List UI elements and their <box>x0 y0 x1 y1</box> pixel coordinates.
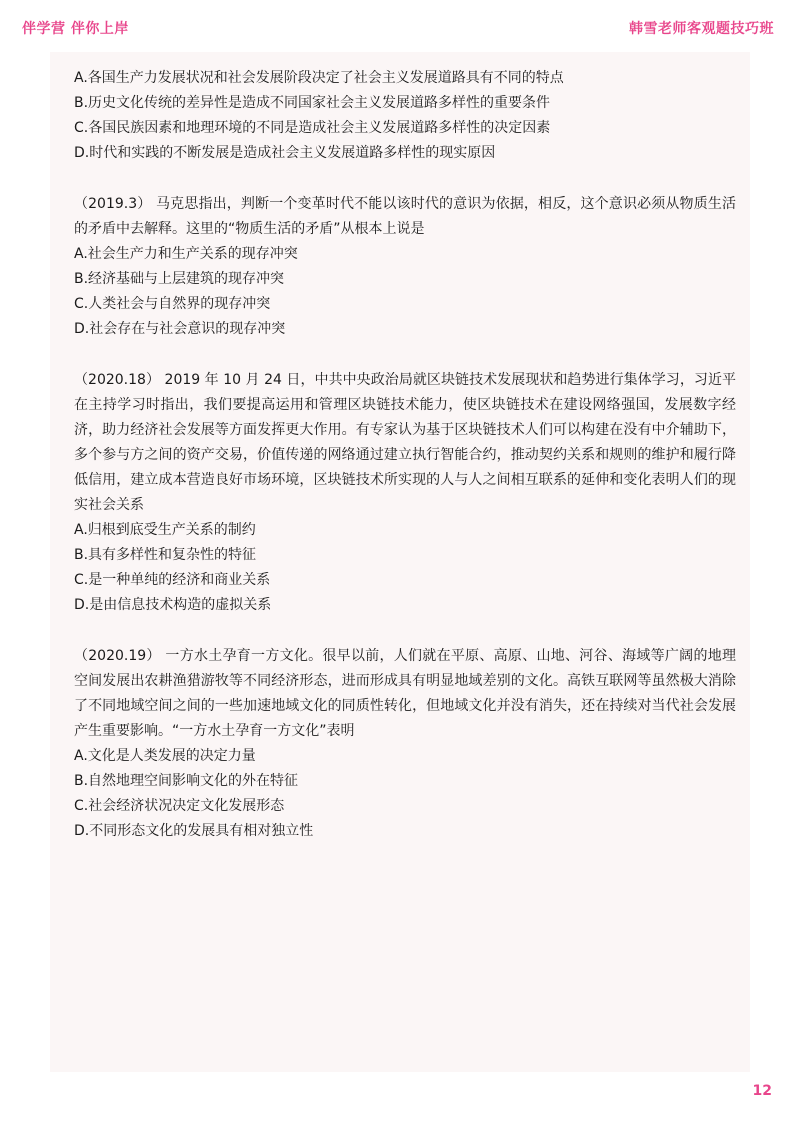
question-stem: （2020.19） 一方水土孕育一方文化。很早以前，人们就在平原、高原、山地、河谷、海域等广阔的地理空间发展出农耕渔猎游牧等不同经济形态，进而形成具有明显地域差别的文化。高铁互联网等虽然极大消除了不同地域空间之间的一些加速地域文化的同质性转化，但地域文化并没有消失，还在持续对当代社会发展产生重要影响。“一方水土孕育一方文化”表明 <box>74 648 736 739</box>
option-c: C.各国民族因素和地理环境的不同是造成社会主义发展道路多样性的决定因素 <box>74 120 551 136</box>
option-c: C.人类社会与自然界的现存冲突 <box>74 296 271 312</box>
option-b: B.历史文化传统的差异性是造成不同国家社会主义发展道路多样性的重要条件 <box>74 95 551 111</box>
option-b: B.具有多样性和复杂性的特征 <box>74 547 257 563</box>
question-block <box>74 192 736 342</box>
option-d: D.社会存在与社会意识的现存冲突 <box>74 321 286 337</box>
option-a: A.文化是人类发展的决定力量 <box>74 748 256 764</box>
option-a: A.归根到底受生产关系的制约 <box>74 522 256 538</box>
question-stem: （2019.3） 马克思指出，判断一个变革时代不能以该时代的意识为依据，相反，这个意识必须从物质生活的矛盾中去解释。这里的“物质生活的矛盾”从根本上说是 <box>74 196 736 237</box>
option-c: C.社会经济状况决定文化发展形态 <box>74 798 285 814</box>
option-b: B.自然地理空间影响文化的外在特征 <box>74 773 299 789</box>
question-stem: （2020.18） 2019 年 10 月 24 日，中共中央政治局就区块链技术发展现状和趋势进行集体学习，习近平在主持学习时指出，我们要提高运用和管理区块链技术能力，使区块链技术在建设网络强国，发展数字经济，助力经济社会发展等方面发挥更大作用。有专家认为基于区块链技术人们可以构建在没有中介辅助下，多个参与方之间的资产交易，价值传递的网络通过建立执行智能合约，推动契约关系和规则的维护和履行降低信用，建立成本营造良好市场环境，区块链技术所实现的人与人之间相互联系的延伸和变化表明人们的现实社会关系 <box>74 372 736 513</box>
option-c: C.是一种单纯的经济和商业关系 <box>74 572 271 588</box>
option-d: D.不同形态文化的发展具有相对独立性 <box>74 823 314 839</box>
option-d: D.是由信息技术构造的虚拟关系 <box>74 597 272 613</box>
question-list <box>74 66 736 844</box>
option-a: A.社会生产力和生产关系的现存冲突 <box>74 246 298 262</box>
question-block <box>74 644 736 844</box>
page-number: 12 <box>752 1083 772 1099</box>
question-block <box>74 66 736 166</box>
page-header <box>0 0 800 44</box>
header-brand: 伴学营 伴你上岸 <box>22 21 129 37</box>
question-block <box>74 368 736 618</box>
option-d: D.时代和实践的不断发展是造成社会主义发展道路多样性的现实原因 <box>74 145 496 161</box>
header-course-title: 韩雪老师客观题技巧班 <box>629 21 774 37</box>
option-a: A.各国生产力发展状况和社会发展阶段决定了社会主义发展道路具有不同的特点 <box>74 70 564 86</box>
option-b: B.经济基础与上层建筑的现存冲突 <box>74 271 285 287</box>
